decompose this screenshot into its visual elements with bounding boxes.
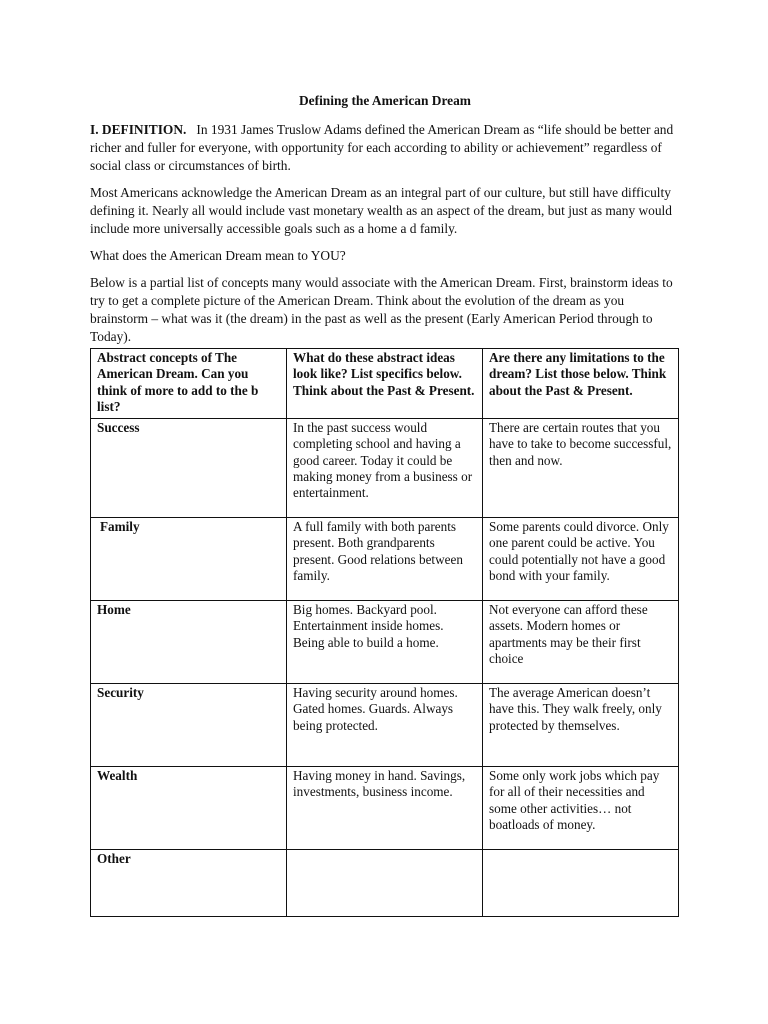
table-row (91, 684, 679, 767)
limitations-cell[interactable]: Not everyone can afford these assets. Modern homes or apartments may be their first choice (483, 601, 679, 684)
header-limitations: Are there any limitations to the dream? List those below. Think about the Past & Present. (483, 349, 679, 419)
header-concepts: Abstract concepts of The American Dream. Can you think of more to add to the b list? (91, 349, 287, 419)
table-row (91, 518, 679, 601)
concept-cell: Other (91, 850, 287, 917)
table-row (91, 419, 679, 518)
specifics-cell[interactable] (287, 850, 483, 917)
specifics-cell[interactable]: A full family with both parents present. Both grandparents present. Good relations between family. (287, 518, 483, 601)
specifics-cell[interactable]: Having security around homes. Gated homes. Guards. Always being protected. (287, 684, 483, 767)
table-row (91, 767, 679, 850)
concept-cell: Family (91, 518, 287, 601)
document-title: Defining the American Dream (299, 93, 471, 108)
specifics-cell[interactable]: Having money in hand. Savings, investments, business income. (287, 767, 483, 850)
instructions-paragraph: Below is a partial list of concepts many would associate with the American Dream. First, brainstorm ideas to try to get a complete picture of the American Dream. Think about the evolution of the dream as you brainstorm – what was it (the dream) in the past as well as the present (Early American Period through to Today). (90, 275, 673, 344)
table-header-row (91, 349, 679, 419)
american-dream-table (90, 348, 679, 917)
concept-cell: Success (91, 419, 287, 518)
limitations-cell[interactable]: There are certain routes that you have to take to become successful, then and now. (483, 419, 679, 518)
concept-cell: Wealth (91, 767, 287, 850)
concept-cell: Security (91, 684, 287, 767)
limitations-cell[interactable]: The average American doesn’t have this. They walk freely, only protected by themselves. (483, 684, 679, 767)
specifics-cell[interactable]: In the past success would completing school and having a good career. Today it could be making money from a business or entertainment. (287, 419, 483, 518)
limitations-cell[interactable]: Some only work jobs which pay for all of their necessities and some other activities… not boatloads of money. (483, 767, 679, 850)
question-paragraph: What does the American Dream mean to YOU? (90, 248, 346, 263)
definition-paragraph (90, 121, 680, 175)
table-row (91, 601, 679, 684)
definition-text: In 1931 James Truslow Adams defined the American Dream as “life should be better and richer and fuller for everyone, with opportunity for each according to ability or achievement” regardless of social class or circumstances of birth. (90, 122, 674, 173)
limitations-cell[interactable]: Some parents could divorce. Only one parent could be active. You could potentially not have a good bond with your family. (483, 518, 679, 601)
document-page (90, 92, 680, 917)
limitations-cell[interactable] (483, 850, 679, 917)
specifics-cell[interactable]: Big homes. Backyard pool. Entertainment inside homes. Being able to build a home. (287, 601, 483, 684)
culture-paragraph: Most Americans acknowledge the American Dream as an integral part of our culture, but still have difficulty defining it. Nearly all would include vast monetary wealth as an aspect of the dream, but just as many would include more universally accessible goals such as a home a d family. (90, 185, 672, 236)
table-row (91, 850, 679, 917)
definition-label: I. DEFINITION. (90, 122, 187, 137)
concept-cell: Home (91, 601, 287, 684)
header-specifics: What do these abstract ideas look like? List specifics below. Think about the Past & Present. (287, 349, 483, 419)
